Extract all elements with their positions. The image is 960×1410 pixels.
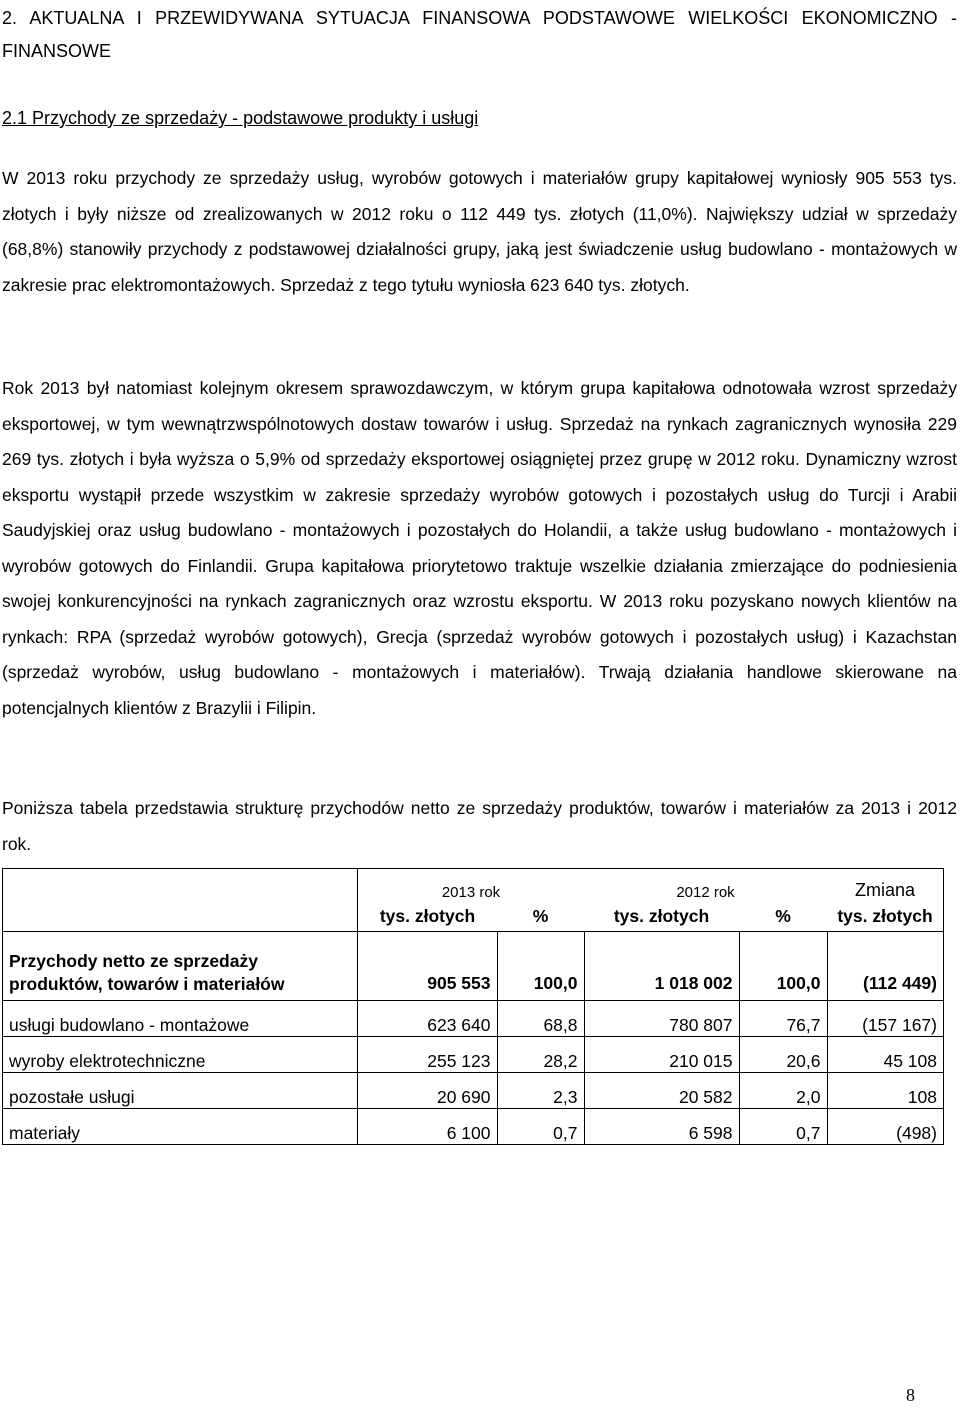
value-2012: 780 807 xyxy=(584,1001,739,1037)
header-empty-cell xyxy=(3,869,358,902)
unit-2012-value: tys. złotych xyxy=(584,901,739,932)
value-2013: 6 100 xyxy=(358,1109,498,1145)
unit-2013-percent: % xyxy=(497,901,584,932)
table-row xyxy=(3,1109,944,1145)
unit-change-value: tys. złotych xyxy=(827,901,944,932)
value-2013: 905 553 xyxy=(358,932,498,1001)
percent-2012: 2,0 xyxy=(739,1073,827,1109)
value-2013: 623 640 xyxy=(358,1001,498,1037)
units-empty-cell xyxy=(3,901,358,932)
change-value: (157 167) xyxy=(827,1001,944,1037)
paragraph-export: Rok 2013 był natomiast kolejnym okresem sprawozdawczym, w którym grupa kapitałowa odnotowała wzrost sprzedaży eksportowej, w tym wewnątrzwspólnotowych dostaw towarów i usług. Sprzedaż na rynkach zagranicznych wynosiła 229 269 tys. złotych i była wyższa o 5,9% od sprzedaży eksportowej osiągniętej przez grupę w 2012 roku. Dynamiczny wzrost eksportu wystąpił przede wszystkim w zakresie sprzedaży wyrobów gotowych i pozostałych usług do Turcji i Arabii Saudyjskiej oraz usług budowlano - montażowych i pozostałych do Holandii, a także usług budowlano - montażowych i wyrobów gotowych do Finlandii. Grupa kapitałowa priorytetowo traktuje wszelkie działania zmierzające do podniesienia swojej konkurencyjności na rynkach zagranicznych oraz wzrostu eksportu. W 2013 roku pozyskano nowych klientów na rynkach: RPA (sprzedaż wyrobów gotowych), Grecja (sprzedaż wyrobów gotowych i pozostałych usług) i Kazachstan (sprzedaż wyrobów, usług budowlano - montażowych i materiałów). Trwają działania handlowe skierowane na potencjalnych klientów z Brazylii i Filipin. xyxy=(2,378,957,718)
value-2012: 6 598 xyxy=(584,1109,739,1145)
percent-2013: 0,7 xyxy=(497,1109,584,1145)
revenue-structure-table xyxy=(2,868,944,1145)
header-change: Zmiana xyxy=(827,869,944,902)
table-header-row xyxy=(3,869,944,902)
row-label: materiały xyxy=(3,1109,358,1145)
percent-2013: 100,0 xyxy=(497,932,584,1001)
percent-2012: 76,7 xyxy=(739,1001,827,1037)
paragraph-sales-summary: W 2013 roku przychody ze sprzedaży usług, wyrobów gotowych i materiałów grupy kapitałowej wyniosły 905 553 tys. złotych i były niższe od zrealizowanych w 2012 roku o 112 449 tys. złotych (11,0%). Największy udział w sprzedaży (68,8%) stanowiły przychody z podstawowej działalności grupy, jaką jest świadczenie usług budowlano - montażowych w zakresie prac elektromontażowych. Sprzedaż z tego tytułu wyniosła 623 640 tys. złotych. xyxy=(2,168,957,295)
table-row-total xyxy=(3,932,944,1001)
page-number: 8 xyxy=(906,1385,915,1405)
change-value: 45 108 xyxy=(827,1037,944,1073)
row-label: usługi budowlano - montażowe xyxy=(3,1001,358,1037)
percent-2013: 68,8 xyxy=(497,1001,584,1037)
table-row xyxy=(3,1073,944,1109)
unit-2013-value: tys. złotych xyxy=(358,901,498,932)
percent-2012: 0,7 xyxy=(739,1109,827,1145)
table-units-row xyxy=(3,901,944,932)
change-value: (112 449) xyxy=(827,932,944,1001)
section-heading: 2. AKTUALNA I PRZEWIDYWANA SYTUACJA FINANSOWA PODSTAWOWE WIELKOŚCI EKONOMICZNO - FINANSOWE xyxy=(2,8,957,61)
subsection-heading: 2.1 Przychody ze sprzedaży - podstawowe produkty i usługi xyxy=(2,108,479,128)
row-label: pozostałe usługi xyxy=(3,1073,358,1109)
value-2012: 1 018 002 xyxy=(584,932,739,1001)
percent-2013: 2,3 xyxy=(497,1073,584,1109)
change-value: 108 xyxy=(827,1073,944,1109)
value-2013: 255 123 xyxy=(358,1037,498,1073)
value-2013: 20 690 xyxy=(358,1073,498,1109)
change-value: (498) xyxy=(827,1109,944,1145)
table-row xyxy=(3,1037,944,1073)
row-label: wyroby elektrotechniczne xyxy=(3,1037,358,1073)
paragraph-table-intro: Poniższa tabela przedstawia strukturę przychodów netto ze sprzedaży produktów, towarów i materiałów za 2013 i 2012 rok. xyxy=(2,798,957,854)
value-2012: 20 582 xyxy=(584,1073,739,1109)
header-2012: 2012 rok xyxy=(584,869,827,902)
table-row xyxy=(3,1001,944,1037)
unit-2012-percent: % xyxy=(739,901,827,932)
header-2013: 2013 rok xyxy=(358,869,585,902)
value-2012: 210 015 xyxy=(584,1037,739,1073)
percent-2013: 28,2 xyxy=(497,1037,584,1073)
row-label: Przychody netto ze sprzedaży produktów, towarów i materiałów xyxy=(3,932,358,1001)
percent-2012: 20,6 xyxy=(739,1037,827,1073)
percent-2012: 100,0 xyxy=(739,932,827,1001)
